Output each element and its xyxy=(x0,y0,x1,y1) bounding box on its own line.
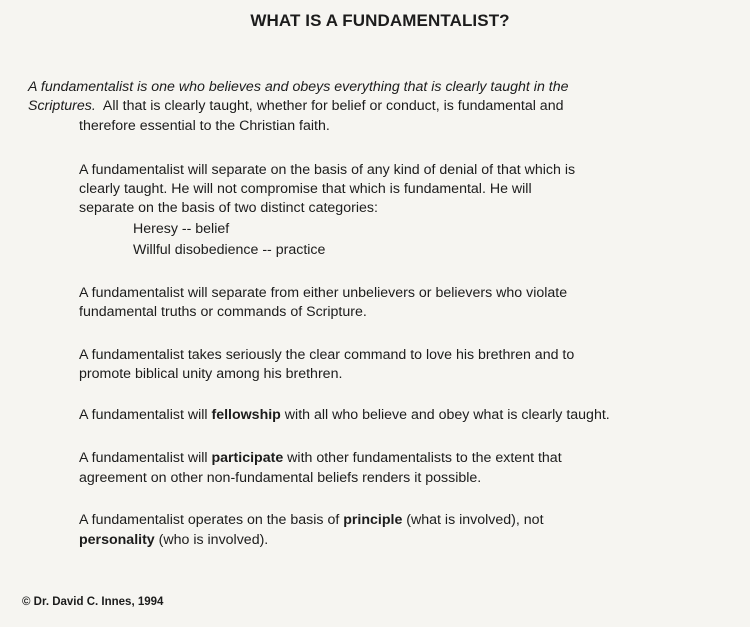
principle-bold: principle xyxy=(343,512,403,528)
fellowship-bold: fellowship xyxy=(211,407,281,423)
personality-bold: personality xyxy=(79,532,155,548)
separate-basis-line-1: A fundamentalist will separate on the basis of any kind of denial of that which is xyxy=(79,162,576,178)
intro-scriptures: Scriptures. xyxy=(28,98,96,114)
category-disobedience: Willful disobedience -- practice xyxy=(133,242,326,258)
intro-line-2-rest: All that is clearly taught, whether for belief or conduct, is fundamental and xyxy=(102,98,564,114)
intro-line-1: A fundamentalist is one who believes and obeys everything that is clearly taught in the xyxy=(28,79,569,95)
participate-bold: participate xyxy=(211,450,284,466)
separate-from-line-1: A fundamentalist will separate from either unbelievers or believers who violate xyxy=(79,285,568,301)
love-line-1: A fundamentalist takes seriously the clear command to love his brethren and to xyxy=(79,347,575,363)
participate-line-2: agreement on other non-fundamental beliefs renders it possible. xyxy=(79,470,482,486)
document-title: WHAT IS A FUNDAMENTALIST? xyxy=(250,11,510,30)
category-heresy: Heresy -- belief xyxy=(133,221,230,237)
principle-line-1 xyxy=(79,511,544,530)
love-line-2: promote biblical unity among his brethren. xyxy=(79,366,343,382)
separate-basis-line-2: clearly taught. He will not compromise that which is fundamental. He will xyxy=(79,181,532,197)
intro-line-3: therefore essential to the Christian faith. xyxy=(79,118,330,134)
fellowship-pre: A fundamentalist will xyxy=(79,407,212,423)
intro-line-2 xyxy=(28,97,563,116)
separate-from-line-2: fundamental truths or commands of Scripture. xyxy=(79,304,367,320)
principle-line-2 xyxy=(79,531,268,550)
personality-post: (who is involved). xyxy=(154,532,269,548)
principle-pre: A fundamentalist operates on the basis of xyxy=(79,512,344,528)
participate-pre: A fundamentalist will xyxy=(79,450,212,466)
copyright-footer: © Dr. David C. Innes, 1994 xyxy=(22,596,164,608)
separate-basis-line-3: separate on the basis of two distinct categories: xyxy=(79,200,378,216)
fellowship-post: with all who believe and obey what is clearly taught. xyxy=(280,407,610,423)
participate-line-1 xyxy=(79,449,562,468)
participate-post: with other fundamentalists to the extent that xyxy=(283,450,562,466)
fellowship-line xyxy=(79,406,610,425)
principle-post: (what is involved), not xyxy=(402,512,544,528)
